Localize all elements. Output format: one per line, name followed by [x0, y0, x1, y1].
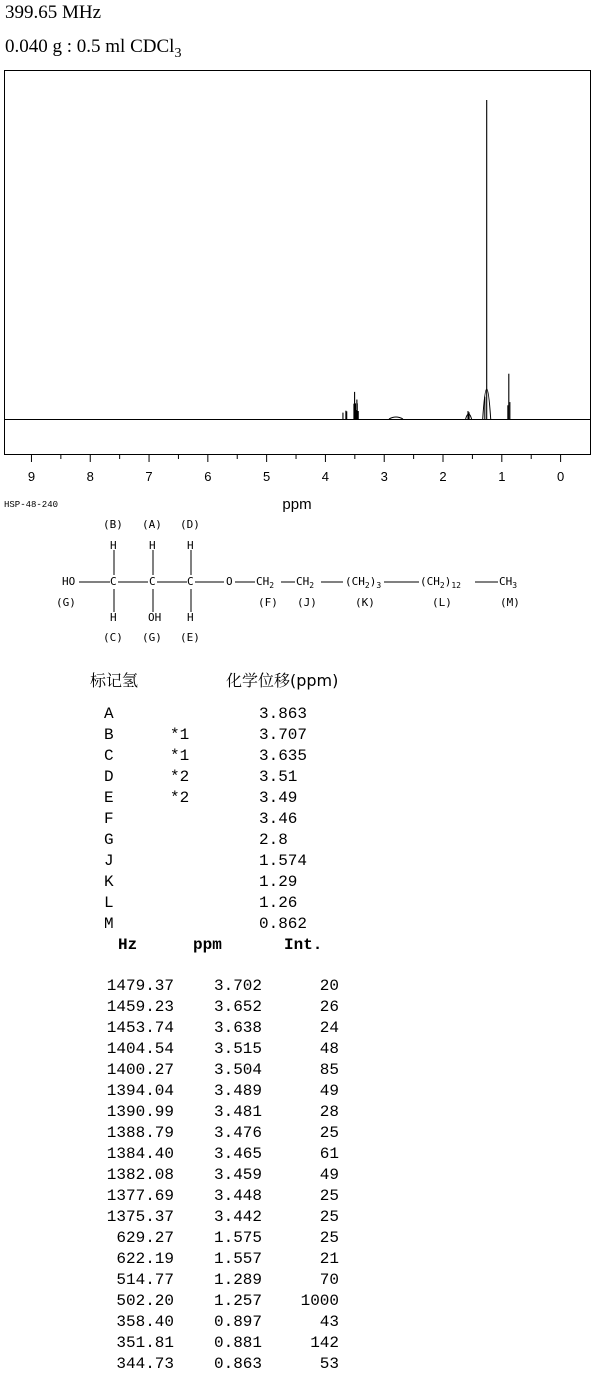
- peak-row-ppm: 3.504: [213, 1061, 262, 1079]
- shift-row-note: *2: [170, 789, 190, 807]
- shift-row-label: D: [104, 768, 114, 786]
- peak-row-hz: 514.77: [116, 1271, 174, 1289]
- peak-row-int: 25: [319, 1187, 339, 1205]
- spectrum-layer: [343, 100, 510, 419]
- peak-row-int: 53: [319, 1355, 339, 1373]
- peak-row-hz: 351.81: [116, 1334, 174, 1352]
- shift-row-value: 1.574: [259, 852, 308, 870]
- peak-row-int: 26: [319, 998, 339, 1016]
- peak-row-int: 25: [319, 1124, 339, 1142]
- peak-row-int: 25: [319, 1208, 339, 1226]
- shift-row-value: 3.51: [259, 768, 298, 786]
- label-a: (A): [142, 518, 162, 531]
- peak-row-ppm: 3.481: [213, 1103, 262, 1121]
- shift-row-label: A: [104, 705, 114, 723]
- x-tick-label: 9: [27, 469, 36, 484]
- ch3-m: $CH_3$: [499, 575, 518, 591]
- peak-row-int: 28: [319, 1103, 339, 1121]
- structure-diagram: [0, 512, 595, 652]
- label-g: (G): [56, 596, 76, 609]
- peak-row-ppm: 0.863: [213, 1355, 262, 1373]
- shift-row-value: 2.8: [259, 831, 288, 849]
- peak-row-int: 49: [319, 1082, 339, 1100]
- shift-header-value: 化学位移(ppm): [226, 671, 339, 690]
- shift-row-label: L: [104, 894, 114, 912]
- peak-row-hz: 1453.74: [106, 1019, 174, 1037]
- label-d: (D): [180, 518, 200, 531]
- top-h-3: H: [187, 539, 194, 552]
- ho-group: HO: [62, 575, 76, 588]
- peak-row-hz: 344.73: [116, 1355, 174, 1373]
- peak-row-int: 70: [319, 1271, 339, 1289]
- peak-row-ppm: 0.897: [213, 1313, 262, 1331]
- shift-row-value: 3.46: [259, 810, 298, 828]
- nmr-spectrum-chart: [0, 0, 595, 520]
- peak-row-ppm: 1.257: [213, 1292, 262, 1310]
- peak-row-hz: 622.19: [116, 1250, 174, 1268]
- x-tick-label: 5: [263, 469, 271, 484]
- peak-row-ppm: 3.448: [213, 1187, 262, 1205]
- peak-row-hz: 1479.37: [106, 977, 174, 995]
- label-m: (M): [500, 596, 520, 609]
- peak-row-ppm: 3.442: [213, 1208, 262, 1226]
- carbon-3: C: [187, 575, 194, 588]
- peak-row-ppm: 3.476: [213, 1124, 262, 1142]
- shift-row-value: 0.862: [259, 915, 308, 933]
- x-tick-label: 1: [498, 469, 506, 484]
- peak-row-ppm: 3.489: [213, 1082, 262, 1100]
- peak-row-hz: 1404.54: [106, 1040, 174, 1058]
- peak-row-int: 43: [319, 1313, 339, 1331]
- peak-row-int: 61: [319, 1145, 339, 1163]
- shift-row-note: *1: [170, 726, 190, 744]
- shift-row-label: F: [104, 810, 114, 828]
- label-b: (B): [103, 518, 123, 531]
- plot-frame: [5, 71, 591, 455]
- spectrum-hump: [389, 417, 403, 419]
- shift-row-label: J: [104, 852, 114, 870]
- x-tick-label: 6: [204, 469, 212, 484]
- peak-row-ppm: 1.575: [213, 1229, 262, 1247]
- peak-row-int: 85: [319, 1061, 339, 1079]
- shift-row-value: 1.26: [259, 894, 298, 912]
- ch2-l-group: $(CH_2)_{12}$: [420, 575, 461, 591]
- sample-subscript: 3: [174, 45, 182, 61]
- peak-row-hz: 1375.37: [106, 1208, 174, 1226]
- peak-row-int: 1000: [300, 1292, 339, 1310]
- x-tick-label: 8: [86, 469, 94, 484]
- spectrum-code: HSP-48-240: [4, 500, 59, 510]
- top-h-2: H: [149, 539, 156, 552]
- peak-row-hz: 1394.04: [106, 1082, 174, 1100]
- x-axis-label: ppm: [282, 496, 312, 513]
- shift-row-label: E: [104, 789, 114, 807]
- peak-row-ppm: 1.557: [213, 1250, 262, 1268]
- x-tick-label: 0: [556, 469, 565, 484]
- shift-row-label: G: [104, 831, 114, 849]
- peak-row-int: 142: [310, 1334, 339, 1352]
- shift-row-value: 3.49: [259, 789, 298, 807]
- bottom-h-1: H: [110, 611, 117, 624]
- peak-row-int: 49: [319, 1166, 339, 1184]
- x-axis-ticks: [28, 455, 564, 484]
- shift-header-label: 标记氢: [90, 671, 139, 690]
- label-c: (C): [103, 631, 123, 644]
- carbon-1: C: [110, 575, 117, 588]
- peak-row-ppm: 3.459: [213, 1166, 262, 1184]
- peak-row-ppm: 0.881: [213, 1334, 262, 1352]
- shift-row-value: 3.707: [259, 726, 308, 744]
- x-tick-label: 4: [321, 469, 330, 484]
- ch2-k-group: $(CH_2)_3$: [345, 575, 382, 591]
- peak-row-hz: 1384.40: [106, 1145, 174, 1163]
- peak-row-int: 24: [319, 1019, 339, 1037]
- shift-row-value: 1.29: [259, 873, 298, 891]
- bottom-oh: OH: [148, 611, 162, 624]
- sample-text: 0.040 g : 0.5 ml CDCl: [5, 36, 175, 57]
- shift-row-label: C: [104, 747, 114, 765]
- peak-row-hz: 1388.79: [106, 1124, 174, 1142]
- peak-header-hz: Hz: [118, 936, 138, 954]
- x-tick-label: 3: [380, 469, 388, 484]
- x-tick-label: 7: [145, 469, 153, 484]
- label-l: (L): [432, 596, 452, 609]
- peak-row-ppm: 3.638: [213, 1019, 262, 1037]
- shift-row-label: B: [104, 726, 114, 744]
- peak-row-hz: 358.40: [116, 1313, 174, 1331]
- label-j: (J): [297, 596, 317, 609]
- peak-row-ppm: 3.702: [213, 977, 262, 995]
- peak-row-ppm: 3.515: [213, 1040, 262, 1058]
- peak-row-int: 25: [319, 1229, 339, 1247]
- ether-oxygen: O: [226, 575, 233, 588]
- peak-row-int: 21: [319, 1250, 339, 1268]
- peak-row-int: 48: [319, 1040, 339, 1058]
- frequency-label: 399.65 MHz: [5, 2, 102, 23]
- peak-row-hz: 1382.08: [106, 1166, 174, 1184]
- shift-row-value: 3.863: [259, 705, 308, 723]
- shift-row-note: *1: [170, 747, 190, 765]
- shift-row-value: 3.635: [259, 747, 308, 765]
- shift-row-note: *2: [170, 768, 190, 786]
- ch2-f: $CH_2$: [256, 575, 275, 591]
- peak-row-int: 20: [319, 977, 339, 995]
- peak-row-hz: 1390.99: [106, 1103, 174, 1121]
- shift-row-label: K: [104, 873, 114, 891]
- ch2-j: $CH_2$: [296, 575, 315, 591]
- peak-row-ppm: 3.465: [213, 1145, 262, 1163]
- label-f: (F): [258, 596, 278, 609]
- carbon-2: C: [149, 575, 156, 588]
- peak-row-hz: 1400.27: [106, 1061, 174, 1079]
- peak-row-ppm: 3.652: [213, 998, 262, 1016]
- peak-row-hz: 1377.69: [106, 1187, 174, 1205]
- peak-row-hz: 629.27: [116, 1229, 174, 1247]
- peak-header-ppm: ppm: [193, 936, 222, 954]
- shift-row-label: M: [104, 915, 114, 933]
- top-h-1: H: [110, 539, 117, 552]
- peak-row-ppm: 1.289: [213, 1271, 262, 1289]
- label-k: (K): [355, 596, 375, 609]
- bottom-h-3: H: [187, 611, 194, 624]
- peak-row-hz: 1459.23: [106, 998, 174, 1016]
- label-e: (E): [180, 631, 200, 644]
- peak-header-int: Int.: [284, 936, 323, 954]
- peak-row-hz: 502.20: [116, 1292, 174, 1310]
- x-tick-label: 2: [439, 469, 447, 484]
- label-g-oh: (G): [142, 631, 162, 644]
